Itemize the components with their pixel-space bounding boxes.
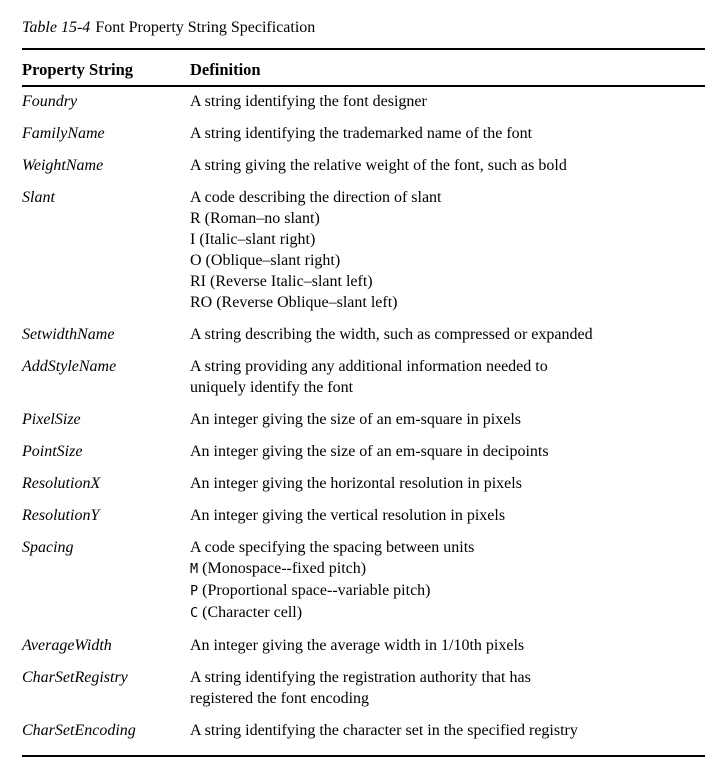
property-name: CharSetRegistry xyxy=(22,669,128,686)
definition-cell xyxy=(190,635,705,656)
definition-line: RI (Reverse Italic–slant left) xyxy=(190,273,373,290)
property-name: AddStyleName xyxy=(22,358,117,375)
property-name: AverageWidth xyxy=(22,637,112,654)
definition-line: C (Character cell) xyxy=(190,604,303,621)
definition-line: An integer giving the size of an em-square in pixels xyxy=(190,411,522,428)
property-name: Spacing xyxy=(22,539,74,556)
definition-line: A string identifying the trademarked name of the font xyxy=(190,125,533,142)
definition-line: A string giving the relative weight of the font, such as bold xyxy=(190,157,567,174)
definition-line: A string providing any additional information needed to xyxy=(190,358,548,375)
property-name: PointSize xyxy=(22,443,83,460)
spacing-code: M xyxy=(190,561,199,577)
bottom-rule xyxy=(22,755,705,757)
table-row xyxy=(22,505,705,526)
table-header-row xyxy=(22,50,705,85)
definition-line: A code specifying the spacing between units xyxy=(190,539,475,556)
table-row xyxy=(22,409,705,430)
definition-line: An integer giving the horizontal resolution in pixels xyxy=(190,475,522,492)
table-row xyxy=(22,187,705,313)
definition-cell xyxy=(190,187,705,313)
spacing-code: P xyxy=(190,583,199,599)
definition-line: An integer giving the size of an em-square in decipoints xyxy=(190,443,549,460)
property-name: FamilyName xyxy=(22,125,105,142)
definition-line: M (Monospace--fixed pitch) xyxy=(190,560,367,577)
table-body xyxy=(22,87,705,755)
definition-line: I (Italic–slant right) xyxy=(190,231,316,248)
definition-line: RO (Reverse Oblique–slant left) xyxy=(190,294,398,311)
property-name: ResolutionX xyxy=(22,475,101,492)
definition-line: An integer giving the average width in 1/10th pixels xyxy=(190,637,525,654)
definition-cell xyxy=(190,505,705,526)
definition-cell xyxy=(190,667,705,709)
header-definition: Definition xyxy=(190,60,261,79)
property-name: Slant xyxy=(22,189,55,206)
definition-line: P (Proportional space--variable pitch) xyxy=(190,582,431,599)
table-row xyxy=(22,537,705,624)
definition-line: uniquely identify the font xyxy=(190,379,354,396)
definition-cell xyxy=(190,155,705,176)
table-row xyxy=(22,356,705,398)
definition-cell xyxy=(190,91,705,112)
definition-cell xyxy=(190,473,705,494)
definition-line: A string describing the width, such as compressed or expanded xyxy=(190,326,593,343)
definition-line: A code describing the direction of slant xyxy=(190,189,442,206)
definition-cell xyxy=(190,720,705,741)
property-name: CharSetEncoding xyxy=(22,722,136,739)
table-row xyxy=(22,155,705,176)
property-name: SetwidthName xyxy=(22,326,115,343)
table-caption xyxy=(22,18,726,38)
property-name: ResolutionY xyxy=(22,507,100,524)
definition-line: A string identifying the registration authority that has xyxy=(190,669,531,686)
definition-cell xyxy=(190,409,705,430)
definition-line: A string identifying the character set in the specified registry xyxy=(190,722,578,739)
definition-line: registered the font encoding xyxy=(190,690,370,707)
definition-line: O (Oblique–slant right) xyxy=(190,252,341,269)
table-row xyxy=(22,635,705,656)
table-caption-title: Font Property String Specification xyxy=(95,19,316,36)
table-caption-number: Table 15-4 xyxy=(22,19,91,36)
table-row xyxy=(22,667,705,709)
property-name: PixelSize xyxy=(22,411,81,428)
table-row xyxy=(22,91,705,112)
definition-cell xyxy=(190,537,705,624)
property-name: WeightName xyxy=(22,157,104,174)
definition-cell xyxy=(190,123,705,144)
definition-cell xyxy=(190,441,705,462)
definition-line: A string identifying the font designer xyxy=(190,93,427,110)
definition-cell xyxy=(190,324,705,345)
table-row xyxy=(22,441,705,462)
table-row xyxy=(22,720,705,741)
spacing-code: C xyxy=(190,605,199,621)
definition-cell xyxy=(190,356,705,398)
definition-line: R (Roman–no slant) xyxy=(190,210,320,227)
definition-line: An integer giving the vertical resolution in pixels xyxy=(190,507,506,524)
table-row xyxy=(22,324,705,345)
table-row xyxy=(22,473,705,494)
table-row xyxy=(22,123,705,144)
property-name: Foundry xyxy=(22,93,78,110)
header-property-string: Property String xyxy=(22,60,134,79)
